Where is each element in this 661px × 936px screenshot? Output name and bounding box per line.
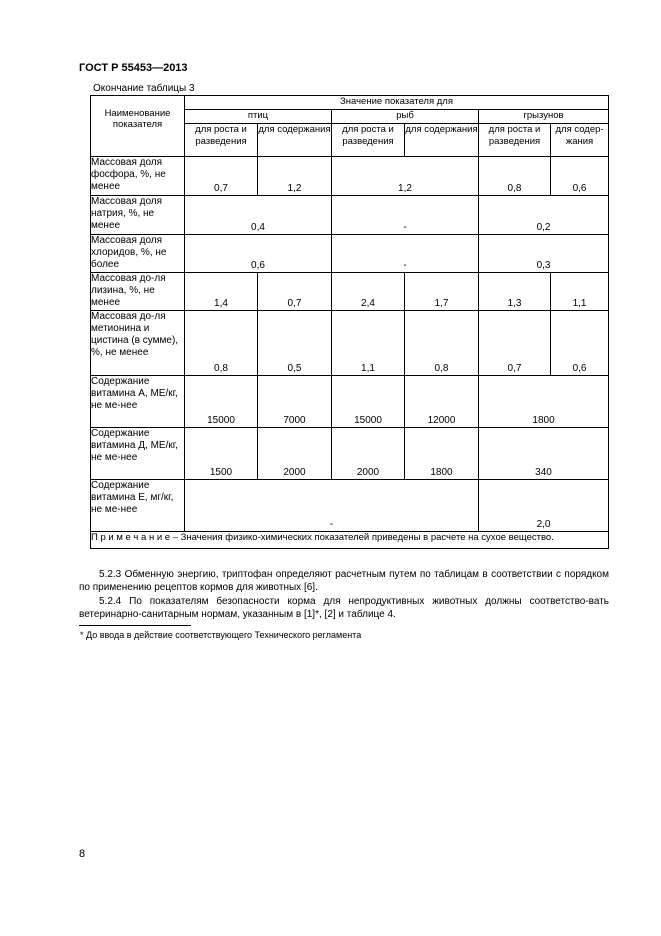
row-name: Массовая до-ля метионина и цистина (в сумме), %, не менее — [91, 311, 185, 376]
table-cell: 2,4 — [332, 273, 405, 311]
table-cell: 1,3 — [479, 273, 551, 311]
table-cell: 0,4 — [185, 196, 332, 235]
group-header-birds: птиц — [185, 110, 332, 124]
table-cell: 0,6 — [551, 157, 609, 196]
table-cell: 0,2 — [479, 196, 609, 235]
table-cell: 15000 — [332, 376, 405, 428]
table-cell: 1800 — [405, 428, 479, 480]
table-cell: 0,8 — [405, 311, 479, 376]
table-cell: 2000 — [258, 428, 332, 480]
table-cell: 0,5 — [258, 311, 332, 376]
table-cell: 7000 — [258, 376, 332, 428]
row-name: Содержание витамина Д, МЕ/кг, не ме-нее — [91, 428, 185, 480]
indicator-table — [90, 95, 609, 549]
paragraph-5-2-4: 5.2.4 По показателям безопасности корма для непродуктивных животных должны соответство-вать ветеринарно-санитарным нормам, указанным в [1]*, [2] и таблице 4. — [79, 596, 609, 620]
table-row — [91, 428, 609, 480]
table-note: П р и м е ч а н и е – Значения физико-химических показателей приведены в расчете на сухое вещество. — [91, 532, 609, 549]
row-name: Содержание витамина Е, мг/кг, не ме-нее — [91, 480, 185, 532]
subheader-birds-growth: для роста и разведения — [185, 124, 258, 157]
row-name: Содержание витамина А, МЕ/кг, не ме-нее — [91, 376, 185, 428]
table-cell: 0,7 — [479, 311, 551, 376]
table-row — [91, 311, 609, 376]
table-row — [91, 157, 609, 196]
table-cell: - — [185, 480, 479, 532]
table-cell: 1,4 — [185, 273, 258, 311]
table-cell: 0,8 — [479, 157, 551, 196]
page-number: 8 — [79, 848, 86, 860]
subheader-rodents-growth: для роста и разведения — [479, 124, 551, 157]
table-cell: 1,2 — [258, 157, 332, 196]
footnote: * До ввода в действие соответствующего Технического регламента — [80, 630, 362, 640]
subheader-birds-keeping: для содержания — [258, 124, 332, 157]
table-cell: 1,1 — [332, 311, 405, 376]
table-cell: 0,6 — [185, 235, 332, 273]
table-cell: 1,1 — [551, 273, 609, 311]
table-cell: 1800 — [479, 376, 609, 428]
table-row — [91, 235, 609, 273]
table-cell: 340 — [479, 428, 609, 480]
group-header-fish: рыб — [332, 110, 479, 124]
row-name: Массовая до-ля лизина, %, не менее — [91, 273, 185, 311]
group-header-rodents: грызунов — [479, 110, 609, 124]
table-cell: 0,3 — [479, 235, 609, 273]
table-cell: 12000 — [405, 376, 479, 428]
table-cell: 0,8 — [185, 311, 258, 376]
row-name: Массовая доля фосфора, %, не менее — [91, 157, 185, 196]
subheader-rodents-keeping: для содер-жания — [551, 124, 609, 157]
document-code: ГОСТ Р 55453—2013 — [79, 62, 188, 74]
row-name: Массовая доля хлоридов, %, не более — [91, 235, 185, 273]
table-cell: 1,2 — [332, 157, 479, 196]
table-cell: 0,7 — [185, 157, 258, 196]
paragraph-5-2-3: 5.2.3 Обменную энергию, триптофан определяют расчетным путем по таблицам в соответствии с порядком по применению рецептов кормов для животных [6]. — [79, 569, 609, 593]
table-cell: 0,6 — [551, 311, 609, 376]
subheader-fish-keeping: для содержания — [405, 124, 479, 157]
value-column-header: Значение показателя для — [185, 96, 609, 110]
table-cell: 15000 — [185, 376, 258, 428]
name-column-header: Наименование показателя — [91, 96, 185, 157]
table-caption: Окончание таблицы 3 — [93, 83, 195, 94]
table-cell: 1500 — [185, 428, 258, 480]
table-cell: - — [332, 196, 479, 235]
table-row — [91, 376, 609, 428]
table-cell: 1,7 — [405, 273, 479, 311]
table-row — [91, 480, 609, 532]
table-row — [91, 273, 609, 311]
row-name: Массовая доля натрия, %, не менее — [91, 196, 185, 235]
table-cell: 2000 — [332, 428, 405, 480]
table-cell: 2,0 — [479, 480, 609, 532]
table-cell: - — [332, 235, 479, 273]
subheader-fish-growth: для роста и разведения — [332, 124, 405, 157]
table-row — [91, 196, 609, 235]
footnote-separator — [79, 625, 191, 626]
table-cell: 0,7 — [258, 273, 332, 311]
